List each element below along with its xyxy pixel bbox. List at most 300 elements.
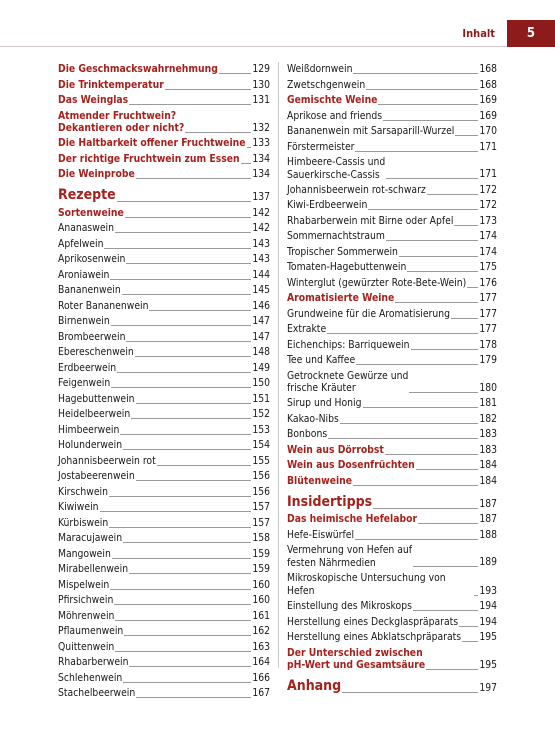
toc-entry: [58, 94, 270, 107]
leader-line: [114, 604, 251, 605]
toc-entry-page: 182: [479, 412, 497, 425]
toc-entry: [287, 475, 497, 488]
toc-entry-page: 184: [479, 474, 497, 487]
toc-entry-page: 145: [252, 284, 270, 296]
toc-entry: [287, 230, 497, 243]
toc-entry-page: 181: [479, 397, 497, 409]
toc-entry-page: 189: [479, 556, 497, 568]
toc-entry-page: 184: [479, 459, 497, 471]
leader-line: [125, 217, 251, 218]
leader-line: [100, 511, 252, 512]
leader-line: [366, 89, 478, 90]
toc-entry: [287, 277, 497, 290]
toc-entry-page: 146: [252, 299, 270, 312]
toc-entry: [58, 455, 270, 468]
section-title: Inhalt: [462, 27, 495, 40]
toc-entry-title: Himbeerwein: [58, 423, 120, 436]
leader-line: [219, 73, 251, 74]
toc-entry-page: 133: [252, 137, 270, 149]
toc-entry: [287, 94, 497, 107]
toc-entry-title: Ananaswein: [58, 222, 114, 234]
leader-line: [123, 542, 251, 543]
toc-entry-page: 144: [252, 268, 270, 281]
toc-entry-page: 161: [252, 609, 270, 622]
toc-entry: [287, 246, 497, 259]
leader-line: [385, 454, 478, 455]
toc-entry-page: 134: [252, 168, 270, 180]
toc-entry-title: Apfelwein: [58, 237, 104, 250]
toc-entry: [58, 594, 270, 607]
leader-line: [104, 248, 251, 249]
toc-entry: [287, 339, 497, 352]
toc-entry-page: 195: [479, 631, 497, 643]
toc-entry-page: 177: [479, 323, 497, 335]
toc-entry-page: 187: [479, 513, 497, 525]
toc-entry: [58, 168, 270, 181]
toc-entry-title: Johannisbeerwein rot-schwarz: [287, 183, 426, 196]
toc-entry-page: 162: [252, 625, 270, 637]
toc-entry: [58, 238, 270, 251]
leader-line: [427, 194, 479, 195]
toc-entry: [287, 199, 497, 212]
toc-entry: [287, 215, 497, 228]
toc-entry: [287, 261, 497, 274]
leader-line: [462, 641, 478, 642]
toc-entry-title: Bonbons: [287, 428, 328, 440]
toc-entry-page: 160: [252, 578, 270, 591]
toc-section-heading: [287, 494, 497, 511]
toc-entry: [287, 600, 497, 613]
toc-entry: [58, 687, 270, 700]
toc-entry-page: 134: [252, 152, 270, 165]
toc-entry: [58, 269, 270, 282]
toc-entry: [58, 331, 270, 344]
toc-entry: [287, 631, 497, 644]
toc-section-heading: [58, 187, 270, 204]
leader-line: [165, 89, 252, 90]
toc-entry: [58, 610, 270, 623]
toc-entry: [287, 141, 497, 154]
leader-line: [418, 523, 478, 524]
toc-entry: [58, 672, 270, 685]
leader-line: [149, 310, 251, 311]
toc-entry: [287, 370, 497, 395]
leader-line: [136, 480, 252, 481]
toc-entry-page: 148: [252, 346, 270, 358]
toc-entry-title: Bananenwein: [58, 284, 121, 296]
toc-entry: [58, 393, 270, 406]
toc-entry-page: 172: [479, 183, 497, 196]
leader-line: [451, 318, 478, 319]
leader-line: [136, 697, 251, 698]
toc-entry-page: 169: [479, 109, 497, 122]
toc-entry-title: Getrocknete Gewürze und frische Kräuter: [287, 369, 409, 394]
toc-entry: [287, 397, 497, 410]
leader-line: [411, 349, 479, 350]
page-number-badge: [507, 20, 555, 47]
toc-entry-title: Weißdornwein: [287, 63, 353, 75]
toc-entry-title: Herstellung eines Deckglaspräparats: [287, 615, 459, 628]
toc-entry: [58, 408, 270, 421]
toc-entry: [287, 125, 497, 138]
toc-entry-page: 157: [252, 501, 270, 513]
toc-column-right: [287, 63, 497, 697]
toc-entry-page: 197: [479, 681, 497, 694]
toc-entry-page: 180: [479, 381, 497, 394]
toc-entry-page: 143: [252, 253, 270, 265]
toc-entry-page: 153: [252, 423, 270, 436]
toc-entry: [58, 625, 270, 638]
toc-entry-title: Einstellung des Mikroskops: [287, 600, 412, 612]
leader-line: [126, 341, 251, 342]
toc-entry-page: 168: [479, 63, 497, 75]
toc-entry-title: Hefe-Eiswürfel: [287, 528, 355, 541]
leader-line: [112, 558, 251, 559]
toc-entry-title: Grundweine für die Aromatisierung: [287, 307, 450, 320]
toc-entry-title: Anhang: [287, 677, 342, 694]
leader-line: [327, 333, 478, 334]
leader-line: [454, 225, 478, 226]
toc-entry-page: 142: [252, 206, 270, 219]
toc-entry-title: Das Weinglas: [58, 94, 129, 106]
toc-entry-title: Das heimische Hefelabor: [287, 513, 418, 525]
toc-entry: [58, 315, 270, 328]
toc-entry-title: Rezepte: [58, 187, 116, 203]
toc-entry-title: Tomaten-Hagebuttenwein: [287, 261, 407, 273]
toc-entry: [287, 616, 497, 629]
toc-entry: [287, 428, 497, 441]
toc-entry-title: Holunderwein: [58, 439, 123, 451]
toc-entry-title: Heidelbeerwein: [58, 408, 131, 420]
leader-line: [467, 287, 478, 288]
toc-entry-title: Sortenweine: [58, 206, 124, 219]
toc-entry-page: 156: [252, 485, 270, 498]
toc-entry-title: Insidertipps: [287, 493, 373, 510]
toc-entry-page: 177: [479, 292, 497, 304]
column-divider: [278, 62, 279, 668]
toc-entry: [287, 79, 497, 92]
toc-entry-page: 172: [479, 199, 497, 211]
toc-entry: [58, 470, 270, 483]
leader-line: [115, 232, 251, 233]
toc-entry-page: 158: [252, 532, 270, 544]
toc-entry-page: 176: [479, 276, 497, 289]
toc-entry-page: 171: [479, 168, 497, 180]
toc-entry-title: Bananenwein mit Sarsaparill-Wurzel: [287, 125, 455, 137]
toc-entry-title: Roter Bananenwein: [58, 299, 149, 312]
toc-entry-page: 163: [252, 640, 270, 653]
toc-entry-page: 149: [252, 361, 270, 374]
toc-entry-page: 143: [252, 237, 270, 250]
toc-entry-page: 137: [252, 191, 270, 203]
toc-entry: [287, 354, 497, 367]
toc-entry: [287, 444, 497, 457]
toc-entry-page: 154: [252, 439, 270, 451]
toc-entry: [58, 63, 270, 76]
leader-line: [356, 364, 478, 365]
toc-entry-page: 195: [479, 658, 497, 671]
leader-line: [353, 73, 478, 74]
toc-entry-page: 170: [479, 125, 497, 137]
toc-entry: [287, 647, 497, 672]
toc-entry-title: Zwetschgenwein: [287, 78, 366, 91]
toc-entry-title: Aprikose and friends: [287, 109, 383, 122]
leader-line: [129, 104, 251, 105]
toc-entry-title: Feigenwein: [58, 377, 111, 389]
leader-line: [115, 651, 251, 652]
leader-line: [124, 635, 251, 636]
leader-line: [136, 403, 252, 404]
toc-entry-page: 174: [479, 230, 497, 242]
toc-entry-title: Extrakte: [287, 323, 327, 335]
toc-entry-page: 160: [252, 594, 270, 606]
leader-line: [241, 163, 252, 164]
leader-line: [247, 147, 252, 148]
toc-entry: [287, 63, 497, 76]
toc-entry: [58, 207, 270, 220]
toc-entry: [58, 563, 270, 576]
toc-entry-page: 147: [252, 315, 270, 327]
toc-entry-page: 177: [479, 307, 497, 320]
toc-entry: [58, 137, 270, 150]
toc-entry-page: 173: [479, 214, 497, 227]
toc-entry-page: 174: [479, 245, 497, 258]
toc-entry: [287, 184, 497, 197]
toc-entry-title: Wein aus Dörrobst: [287, 443, 384, 456]
toc-entry-title: Kiwi-Erdbeerwein: [287, 199, 368, 211]
leader-line: [126, 263, 251, 264]
toc-entry-page: 194: [479, 615, 497, 628]
toc-entry: [58, 110, 270, 135]
leader-line: [340, 423, 478, 424]
toc-entry-title: Mikroskopische Untersuchung von Hefen: [287, 571, 446, 597]
toc-entry: [58, 656, 270, 669]
leader-line: [110, 279, 251, 280]
toc-entry-title: Maracujawein: [58, 532, 123, 544]
toc-entry-page: 188: [479, 528, 497, 541]
toc-entry-title: Möhrenwein: [58, 609, 115, 622]
toc-entry: [58, 362, 270, 375]
toc-entry-title: Der Unterschied zwischen pH-Wert und Gesamtsäure: [287, 646, 426, 671]
toc-entry-title: Blütenweine: [287, 474, 353, 487]
toc-entry-title: Tee und Kaffee: [287, 354, 356, 366]
toc-entry: [287, 323, 497, 336]
leader-line: [363, 407, 479, 408]
toc-entry: [58, 532, 270, 545]
toc-entry-title: Die Weinprobe: [58, 168, 135, 180]
toc-entry-title: Birnenwein: [58, 315, 110, 327]
toc-entry-title: Johannisbeerwein rot: [58, 454, 156, 467]
toc-entry-page: 155: [252, 454, 270, 467]
toc-entry: [58, 517, 270, 530]
leader-line: [185, 132, 251, 133]
toc-entry-page: 151: [252, 392, 270, 405]
toc-entry-page: 152: [252, 408, 270, 420]
toc-entry: [287, 156, 497, 181]
toc-column-left: [58, 63, 270, 703]
toc-entry-title: Ebereschenwein: [58, 346, 134, 358]
leader-line: [131, 418, 251, 419]
leader-line: [407, 271, 478, 272]
toc-entry: [287, 308, 497, 321]
toc-entry-title: Wein aus Dosenfrüchten: [287, 459, 415, 471]
leader-line: [426, 669, 478, 670]
toc-entry: [58, 346, 270, 359]
toc-entry: [58, 253, 270, 266]
toc-entry-page: 159: [252, 563, 270, 575]
toc-entry: [58, 641, 270, 654]
toc-entry-title: Hagebuttenwein: [58, 392, 135, 405]
toc-entry-title: Himbeere-Cassis und Sauerkirsche-Cassis: [287, 156, 386, 181]
toc-entry-page: 159: [252, 547, 270, 560]
leader-line: [111, 387, 251, 388]
toc-entry-title: Rhabarberwein: [58, 656, 129, 668]
leader-line: [416, 469, 479, 470]
leader-line: [413, 566, 478, 567]
leader-line: [409, 392, 478, 393]
leader-line: [122, 294, 252, 295]
toc-entry-title: Förstermeister: [287, 140, 355, 153]
toc-entry-page: 194: [479, 600, 497, 612]
toc-entry-title: Brombeerwein: [58, 330, 126, 343]
page-number: 5: [526, 26, 536, 41]
leader-line: [120, 434, 251, 435]
toc-entry-page: 183: [479, 428, 497, 440]
leader-line: [110, 589, 251, 590]
toc-entry-title: Stachelbeerwein: [58, 687, 136, 699]
toc-entry-title: Aroniawein: [58, 268, 110, 281]
leader-line: [355, 539, 478, 540]
leader-line: [111, 325, 252, 326]
toc-entry-page: 175: [479, 261, 497, 273]
leader-line: [328, 438, 478, 439]
toc-entry-page: 178: [479, 338, 497, 351]
toc-entry: [287, 513, 497, 526]
header-rule: [0, 46, 555, 47]
toc-entry-page: 157: [252, 516, 270, 529]
leader-line: [399, 256, 478, 257]
toc-entry: [58, 439, 270, 452]
leader-line: [353, 485, 478, 486]
toc-entry-title: Aprikosenwein: [58, 253, 126, 265]
toc-entry-title: Sirup und Honig: [287, 397, 362, 409]
leader-line: [342, 692, 478, 693]
toc-section-heading: [287, 678, 497, 695]
toc-entry: [58, 222, 270, 235]
toc-entry-page: 187: [479, 497, 497, 510]
toc-entry-title: Kirschwein: [58, 485, 108, 498]
toc-entry-page: 147: [252, 330, 270, 343]
toc-entry: [58, 501, 270, 514]
leader-line: [109, 496, 251, 497]
leader-line: [459, 626, 478, 627]
toc-entry-title: Sommernachtstraum: [287, 230, 385, 242]
toc-entry-title: Kürbiswein: [58, 516, 109, 529]
toc-entry: [287, 572, 497, 598]
toc-entry-title: Tropischer Sommerwein: [287, 245, 398, 258]
toc-entry-title: Der richtige Fruchtwein zum Essen: [58, 152, 240, 165]
toc-entry-page: 168: [479, 78, 497, 91]
toc-entry: [287, 529, 497, 542]
toc-entry-page: 171: [479, 140, 497, 153]
leader-line: [413, 610, 478, 611]
toc-entry-title: Kiwiwein: [58, 501, 99, 513]
leader-line: [123, 449, 251, 450]
toc-entry-page: 156: [252, 470, 270, 482]
leader-line: [386, 178, 478, 179]
toc-entry: [58, 284, 270, 297]
toc-entry-title: Pfirsichwein: [58, 594, 114, 606]
leader-line: [474, 595, 478, 596]
toc-entry-title: Mangowein: [58, 547, 111, 560]
leader-line: [117, 372, 251, 373]
toc-entry: [58, 424, 270, 437]
leader-line: [386, 240, 478, 241]
leader-line: [378, 104, 478, 105]
toc-entry: [287, 110, 497, 123]
toc-entry: [58, 579, 270, 592]
toc-entry-page: 166: [252, 671, 270, 684]
toc-entry-title: Mirabellenwein: [58, 563, 129, 575]
toc-entry: [58, 300, 270, 313]
toc-entry-page: 131: [252, 94, 270, 106]
toc-entry: [287, 292, 497, 305]
toc-entry-title: Schlehenwein: [58, 671, 123, 684]
toc-entry-title: Die Haltbarkeit offener Fruchtweine: [58, 137, 246, 149]
leader-line: [355, 151, 478, 152]
toc-entry-title: Vermehrung von Hefen auf festen Nährmedien: [287, 544, 413, 569]
toc-entry: [287, 413, 497, 426]
leader-line: [129, 666, 251, 667]
leader-line: [115, 620, 251, 621]
toc-entry-page: 193: [479, 584, 497, 597]
toc-entry-page: 142: [252, 222, 270, 234]
leader-line: [383, 120, 478, 121]
toc-entry: [58, 486, 270, 499]
toc-entry-title: Jostabeerenwein: [58, 470, 135, 482]
toc-entry-title: Die Trinktemperatur: [58, 78, 164, 91]
toc-entry-title: Aromatisierte Weine: [287, 292, 395, 304]
leader-line: [129, 573, 251, 574]
toc-entry-page: 129: [252, 63, 270, 75]
toc-entry-page: 179: [479, 354, 497, 366]
toc-entry-title: Die Geschmackswahrnehmung: [58, 63, 218, 75]
toc-entry-title: Gemischte Weine: [287, 94, 378, 106]
toc-entry-title: Kakao-Nibs: [287, 412, 339, 425]
toc-entry: [58, 377, 270, 390]
toc-entry-page: 164: [252, 656, 270, 668]
toc-entry: [287, 544, 497, 569]
toc-entry-title: Atmender Fruchtwein? Dekantieren oder nicht?: [58, 109, 185, 134]
toc-entry: [287, 459, 497, 472]
toc-entry-title: Winterglut (gewürzter Rote-Bete-Wein): [287, 276, 467, 289]
toc-entry-page: 130: [252, 78, 270, 91]
toc-entry: [58, 79, 270, 92]
toc-entry-title: Pflaumenwein: [58, 625, 124, 637]
leader-line: [368, 209, 478, 210]
toc-entry-title: Herstellung eines Abklatschpräparats: [287, 631, 462, 643]
toc-entry-page: 150: [252, 377, 270, 389]
toc-entry-page: 132: [252, 121, 270, 134]
toc-entry: [58, 548, 270, 561]
toc-entry-title: Eichenchips: Barriquewein: [287, 338, 410, 351]
toc-entry-title: Quittenwein: [58, 640, 115, 653]
leader-line: [135, 356, 252, 357]
toc-entry-title: Mispelwein: [58, 578, 110, 591]
leader-line: [395, 302, 478, 303]
leader-line: [157, 465, 252, 466]
toc-entry-page: 169: [479, 94, 497, 106]
